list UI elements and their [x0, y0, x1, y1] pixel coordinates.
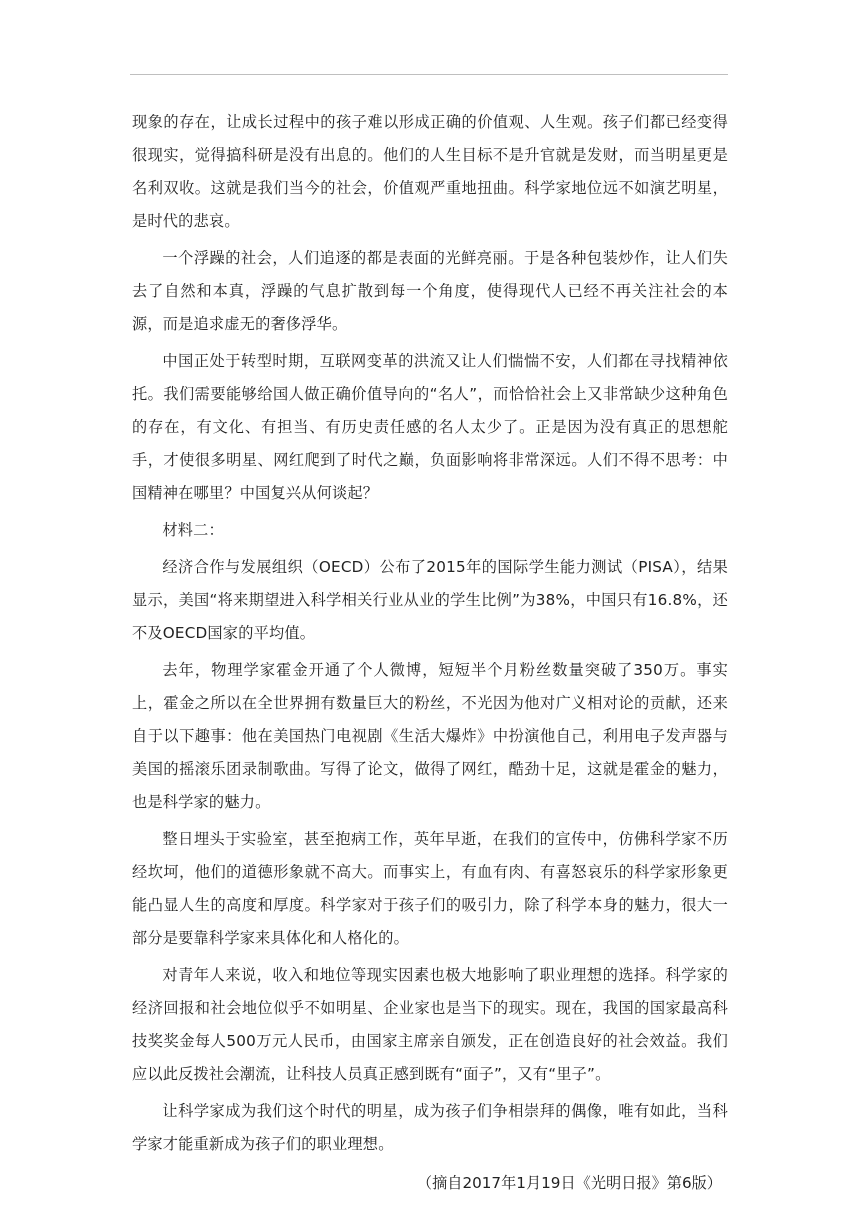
paragraph: 中国正处于转型时期，互联网变革的洪流又让人们惴惴不安，人们都在寻找精神依托。我们需要能够给国人做正确价值导向的“名人”，而恰恰社会上又非常缺少这种角色的存在，有文化、有担当、有历史责任感的名人太少了。正是因为没有真正的思想舵手，才使很多明星、网红爬到了时代之巅，负面影响将非常深远。人们不得不思考：中国精神在哪里？中国复兴从何谈起？ [132, 352, 728, 502]
header-divider [130, 74, 728, 75]
source-citation: （摘自2017年1月19日《光明日报》第6版） [416, 1174, 722, 1192]
paragraph: 去年，物理学家霍金开通了个人微博，短短半个月粉丝数量突破了350万。事实上，霍金之所以在全世界拥有数量巨大的粉丝，不光因为他对广义相对论的贡献，还来自于以下趣事：他在美国热门电视剧《生活大爆炸》中扮演他自己，利用电子发声器与美国的摇滚乐团录制歌曲。写得了论文，做得了网红，酷劲十足，这就是霍金的魅力，也是科学家的魅力。 [132, 661, 728, 811]
paragraph: 整日埋头于实验室，甚至抱病工作，英年早逝，在我们的宣传中，仿佛科学家不历经坎坷，他们的道德形象就不高大。而事实上，有血有肉、有喜怒哀乐的科学家形象更能凸显人生的高度和厚度。科学家对于孩子们的吸引力，除了科学本身的魅力，很大一部分是要靠科学家来具体化和人格化的。 [132, 830, 728, 947]
paragraph: 现象的存在，让成长过程中的孩子难以形成正确的价值观、人生观。孩子们都已经变得很现实，觉得搞科研是没有出息的。他们的人生目标不是升官就是发财，而当明星更是名利双收。这就是我们当今的社会，价值观严重地扭曲。科学家地位远不如演艺明星，是时代的悲哀。 [132, 113, 728, 230]
paragraph: 对青年人来说，收入和地位等现实因素也极大地影响了职业理想的选择。科学家的经济回报和社会地位似乎不如明星、企业家也是当下的现实。现在，我国的国家最高科技奖奖金每人500万元人民币，由国家主席亲自颁发，正在创造良好的社会效益。我们应以此反拨社会潮流，让科技人员真正感到既有“面子”，又有“里子”。 [132, 966, 728, 1083]
paragraph: 让科学家成为我们这个时代的明星，成为孩子们争相崇拜的偶像，唯有如此，当科学家才能重新成为孩子们的职业理想。 [132, 1102, 728, 1153]
paragraph: 经济合作与发展组织（OECD）公布了2015年的国际学生能力测试（PISA），结果显示，美国“将来期望进入科学相关行业从业的学生比例”为38%，中国只有16.8%，还不及OECD国家的平均值。 [132, 558, 728, 642]
paragraph: 一个浮躁的社会，人们追逐的都是表面的光鲜亮丽。于是各种包装炒作，让人们失去了自然和本真，浮躁的气息扩散到每一个角度，使得现代人已经不再关注社会的本源，而是追求虚无的奢侈浮华。 [132, 249, 728, 333]
article-body [132, 106, 728, 1200]
section-heading: 材料二： [162, 521, 224, 539]
